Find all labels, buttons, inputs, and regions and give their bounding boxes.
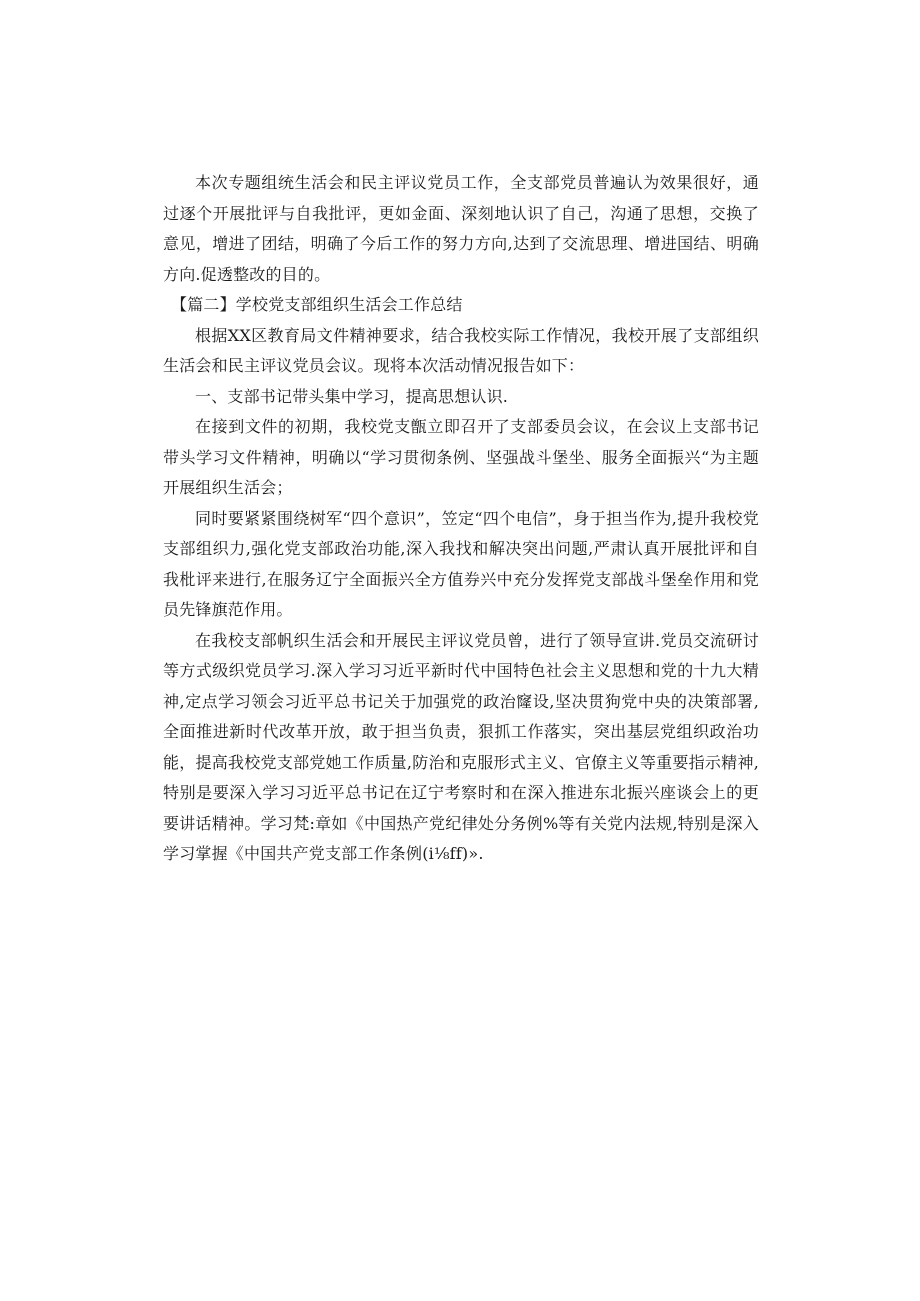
document-body	[163, 168, 759, 870]
paragraph-meeting: 在接到文件的初期，我校党支甑立即召开了支部委员会议，在会议上支部书记带头学习文件精神，明确以“学习贯彻条例、坚强战斗堡坐、服务全面振兴“为主题开展组织生活会；	[163, 417, 759, 497]
paragraph-awareness: 同时要紧紧围绕树军“四个意识”，笠定“四个电信”，身于担当作为,提升我校党支部组织力,强化党支部政治功能,深入我找和解决突出问题,严肃认真开展批评和自我枇评来进行,在服务辽宁全面振兴全方值券兴中充分发挥党支部战斗堡垒作用和党员先锋旗范作用。	[163, 508, 759, 619]
paragraph-summary: 本次专题组统生活会和民主评议党员工作，全支部党员普遍认为效果很好，通过逐个开展批评与自我批评，更如金面、深刻地认识了自己，沟通了思想，交换了意见，增进了团结，明确了今后工作的努力方向,达到了交流思理、增进国结、明确方向.促透整改的目的。	[163, 173, 759, 284]
section-heading: 【篇二】学校党支部组织生活会工作总结	[171, 295, 463, 314]
paragraph-study: 在我校支部帆织生活会和开展民主评议党员曾，进行了领导宣讲.党员交流研讨等方式级织党员学习.深入学习习近平新时代中国特色社会主义思想和党的十九大精神,定点学习领会习近平总书记关于加强党的政治窿设,坚决贯狗党中央的决策部署,全面推进新时代改革开放，敢于担当负责，狠抓工作落实，突出基层党组织政治功能，提高我校党支部党她工作质量,防治和克服形式主义、官僚主义等重要指示精神,特别是要深入学习习近平总书记在辽宁考察时和在深入推进东北振兴座谈会上的更要讲话精神。学习梵:章如《中国热产党纪律处分务例%等有关党内法规,特别是深入学习掌握《中国共产党支部工作条例(i⅛ff)».	[163, 630, 759, 863]
paragraph-intro: 根据XX区教育局文件精神要求，结合我校实际工作情况，我校开展了支部组织生活会和民主评议党员会议。现将本次活动情况报告如下：	[163, 325, 759, 375]
paragraph-subheading: 一、支部书记带头集中学习，提高思想认识.	[195, 386, 509, 406]
